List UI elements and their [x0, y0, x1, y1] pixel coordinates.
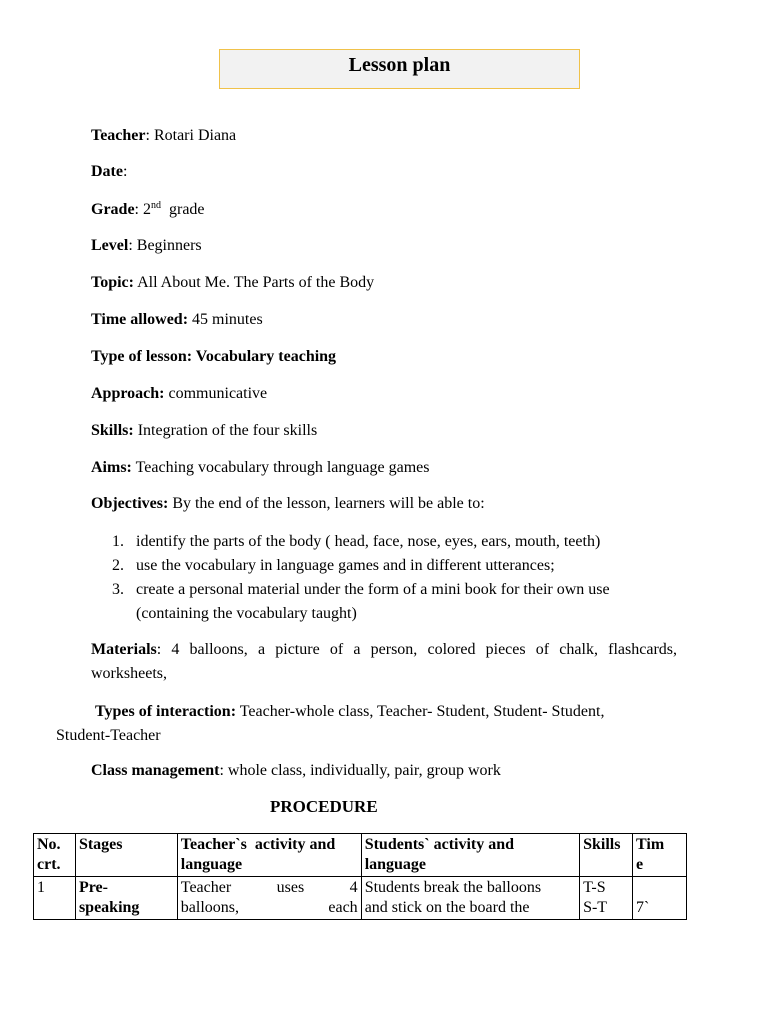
objective-item [112, 578, 682, 626]
objective-text-continued: (containing the vocabulary taught) [136, 605, 357, 622]
objective-item [112, 554, 682, 578]
procedure-heading: PROCEDURE [270, 797, 378, 816]
row-time-value: 7` [636, 899, 650, 916]
level-line [91, 235, 202, 257]
row-students-line2: and stick on the board the [364, 899, 530, 916]
topic-line [91, 272, 374, 294]
aims-line [91, 457, 429, 479]
topic-value: All About Me. The Parts of the Body [133, 274, 375, 291]
objective-text: use the vocabulary in language games and in different utterances; [136, 557, 555, 574]
objective-text: identify the parts of the body ( head, face, nose, eyes, ears, mouth, teeth) [136, 533, 601, 550]
grade-prefix: : 2 [134, 201, 151, 218]
skills-label: Skills: [91, 422, 134, 439]
time-value: 45 minutes [188, 311, 263, 328]
row-stage [75, 877, 177, 920]
topic-label: Topic: [91, 274, 134, 291]
approach-line [91, 383, 267, 405]
skills-value: Integration of the four skills [133, 422, 318, 439]
header-teacher-line2: language [180, 856, 243, 873]
header-no-line1: No. [37, 836, 61, 853]
objective-item [112, 530, 682, 554]
header-teacher-activity [177, 834, 361, 877]
header-time-line2: e [636, 856, 644, 873]
header-skills: Skills [580, 834, 633, 877]
management-label: Class management [91, 762, 220, 779]
header-time [633, 834, 687, 877]
skills-line [91, 420, 317, 442]
objective-number: 3. [112, 581, 124, 598]
row-no: 1 [34, 877, 76, 920]
header-no-line2: crt. [37, 856, 61, 873]
teacher-line [91, 125, 236, 147]
row-skills [580, 877, 633, 920]
date-line [91, 161, 127, 183]
interaction-paragraph [56, 700, 666, 748]
aims-label: Aims: [91, 459, 132, 476]
objective-text: create a personal material under the form of a mini book for their own use [136, 581, 610, 598]
header-time-line1: Tim [636, 836, 665, 853]
row-time [633, 877, 687, 920]
grade-suffix: grade [161, 201, 205, 218]
grade-label: Grade [91, 201, 135, 218]
header-students-line2: language [364, 856, 427, 873]
row-students-line1: Students break the balloons [364, 879, 542, 896]
teacher-label: Teacher [91, 127, 146, 144]
materials-label: Materials [91, 641, 157, 658]
materials-paragraph [91, 638, 677, 686]
row-students-activity [361, 877, 579, 920]
interaction-label: Types of interaction: [95, 703, 237, 720]
row-skills-line2: S-T [583, 899, 608, 916]
row-teacher-line2: balloons, each [180, 899, 358, 916]
objectives-line [91, 493, 485, 515]
header-students-line1: Students` activity and [364, 836, 515, 853]
time-label: Time allowed: [91, 311, 189, 328]
materials-text: : 4 balloons, a picture of a person, colored pieces of chalk, flashcards, [156, 641, 677, 658]
objective-number: 1. [112, 533, 124, 550]
type-label: Type of lesson: Vocabulary teaching [91, 348, 337, 365]
row-stage-line1: Pre- [78, 879, 108, 896]
date-value: : [122, 163, 128, 180]
teacher-value: : Rotari Diana [145, 127, 237, 144]
row-teacher-activity [177, 877, 361, 920]
materials-text-continued: worksheets, [91, 665, 167, 682]
time-line [91, 309, 263, 331]
row-skills-line1: T-S [583, 879, 606, 896]
interaction-text: Teacher-whole class, Teacher- Student, Student- Student, [236, 703, 605, 720]
level-value: : Beginners [128, 237, 202, 254]
objectives-value: By the end of the lesson, learners will be able to: [168, 495, 485, 512]
procedure-table [33, 833, 687, 920]
table-row [34, 877, 687, 920]
date-label: Date [91, 163, 123, 180]
management-line [91, 760, 501, 782]
row-stage-line2: speaking [78, 899, 140, 916]
aims-value: Teaching vocabulary through language games [131, 459, 430, 476]
type-line [91, 346, 336, 368]
page-title: Lesson plan [219, 49, 580, 89]
approach-value: communicative [164, 385, 268, 402]
row-teacher-line1: Teacher uses 4 [180, 879, 358, 896]
objective-number: 2. [112, 557, 124, 574]
table-header-row [34, 834, 687, 877]
header-teacher-line1: Teacher`s activity and [180, 836, 336, 853]
grade-sup: nd [151, 200, 161, 211]
grade-line [91, 199, 205, 221]
header-stages: Stages [75, 834, 177, 877]
management-value: : whole class, individually, pair, group work [219, 762, 501, 779]
header-no [34, 834, 76, 877]
level-label: Level [91, 237, 129, 254]
objectives-label: Objectives: [91, 495, 169, 512]
header-students-activity [361, 834, 579, 877]
interaction-text-continued: Student-Teacher [56, 727, 161, 744]
approach-label: Approach: [91, 385, 165, 402]
